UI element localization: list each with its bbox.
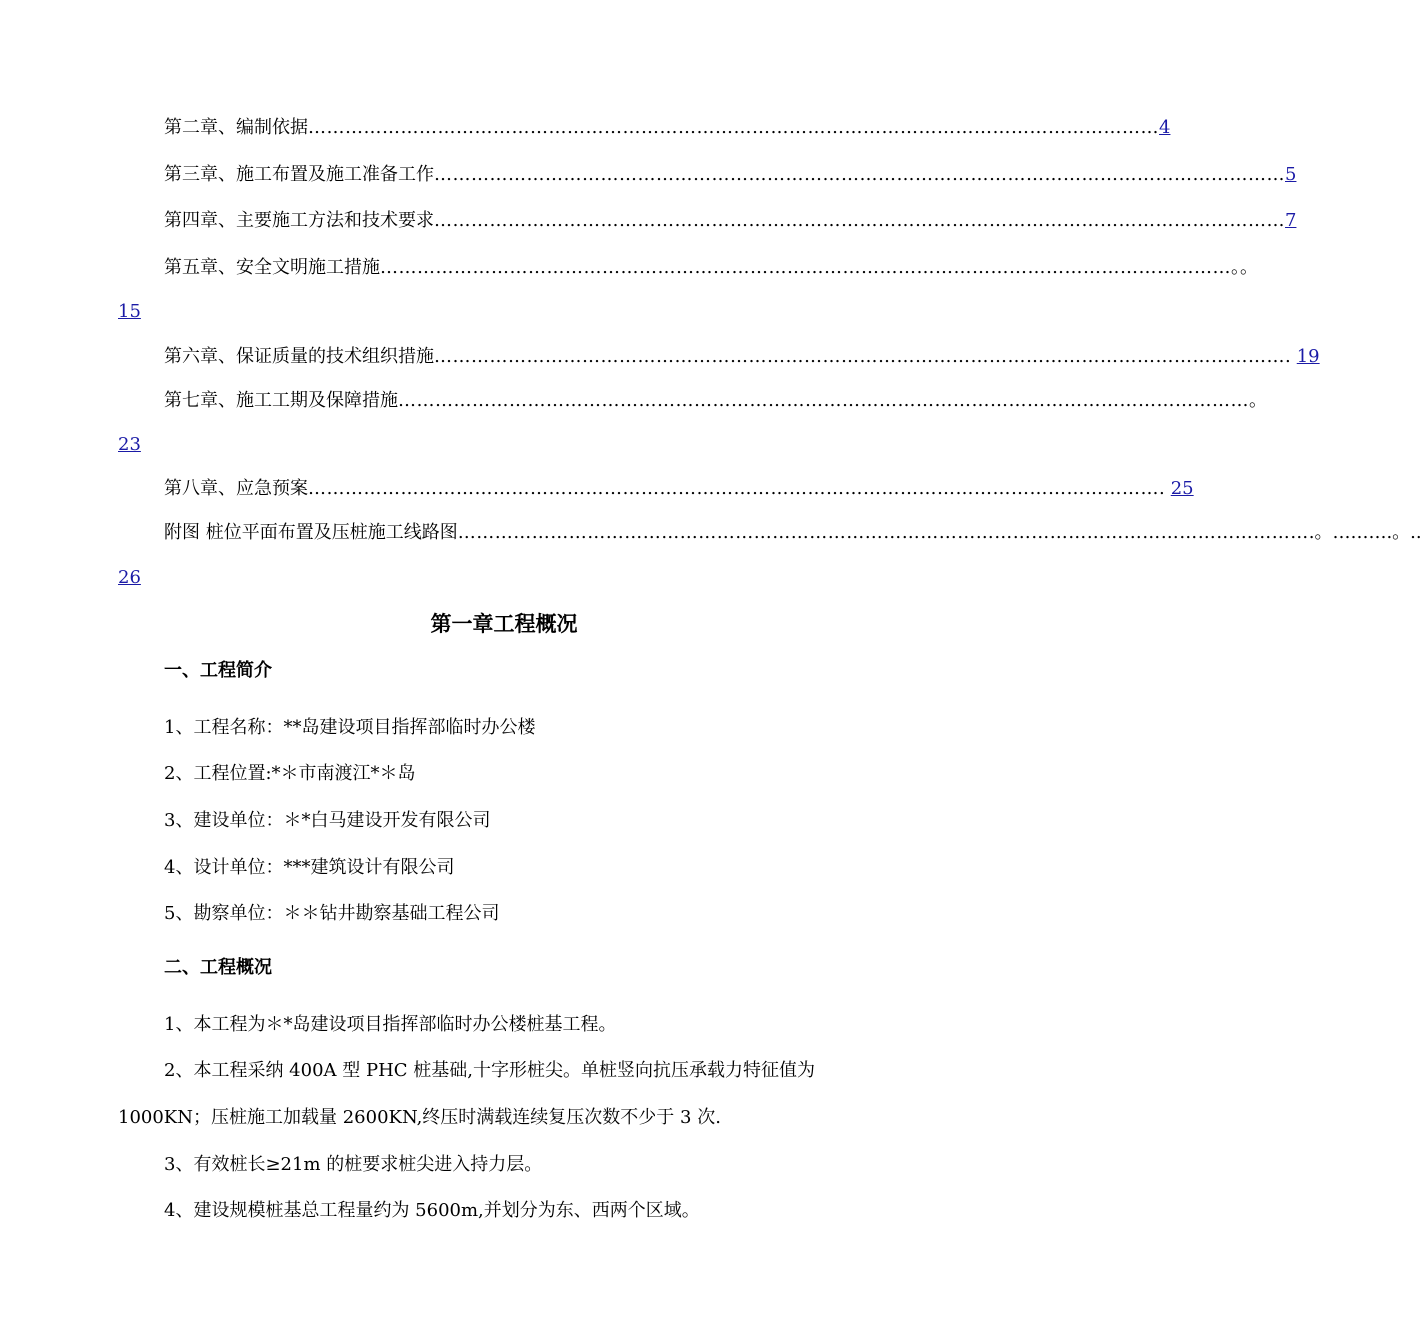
toc-title: 第四章、主要施工方法和技术要求 [164,210,434,231]
toc-entry [164,520,1422,546]
toc-entry[interactable] [164,115,1171,141]
toc-entry [164,255,1258,281]
toc-page-link[interactable]: 23 [118,434,141,455]
toc-page-link[interactable]: 25 [1170,478,1194,499]
toc-leader: ………………………………………………………………………………………………………………………… [380,257,1231,278]
toc-leader: ………………………………………………………………………………………………………………………… [434,164,1285,185]
toc-suffix: 。 [1249,390,1267,411]
toc-title: 第八章、应急预案 [164,478,308,499]
toc-title: 附图 桩位平面布置及压桩施工线路图 [164,522,458,543]
project-info-item: 4、设计单位：***建筑设计有限公司 [164,857,455,878]
section-heading: 二、工程概况 [164,957,272,978]
toc-entry[interactable] [164,208,1297,234]
toc-title: 第三章、施工布置及施工准备工作 [164,164,434,185]
toc-suffix: .。……….。.. [1308,522,1422,543]
toc-leader: ………………………………………………………………………………………………………………………… [434,346,1285,367]
paragraph: 2、本工程采纳 400A 型 PHC 桩基础,十字形桩尖。单桩竖向抗压承载力特征值为 [164,1060,815,1081]
project-info-item: 2、工程位置:*＊市南渡江*＊岛 [164,763,416,784]
toc-suffix: . [1159,478,1165,499]
toc-entry[interactable] [164,476,1194,502]
project-info-item: 5、勘察单位：＊＊钻井勘察基础工程公司 [164,903,500,924]
toc-title: 第六章、保证质量的技术组织措施 [164,346,434,367]
section-heading: 一、工程简介 [164,660,272,681]
toc-leader: ………………………………………………………………………………………………………………………… [434,210,1285,231]
paragraph-continuation: 1000KN；压桩施工加载量 2600KN,终压时满载连续复压次数不少于 3 次. [118,1107,721,1128]
paragraph: 3、有效桩长≥21m 的桩要求桩尖进入持力层。 [164,1154,543,1175]
paragraph: 4、建设规模桩基总工程量约为 5600m,并划分为东、西两个区域。 [164,1200,700,1221]
toc-leader: ………………………………………………………………………………………………………………………… [308,117,1159,138]
toc-leader: ………………………………………………………………………………………………………………………… [398,390,1249,411]
toc-title: 第二章、编制依据 [164,117,308,138]
toc-leader: ………………………………………………………………………………………………………………………… [457,522,1309,543]
toc-title: 第七章、施工工期及保障措施 [164,390,398,411]
toc-suffix: . [1285,346,1291,367]
toc-page-link[interactable]: 15 [118,301,141,322]
toc-entry [164,388,1267,414]
chapter-title: 第一章工程概况 [430,611,578,636]
paragraph: 1、本工程为＊*岛建设项目指挥部临时办公楼桩基工程。 [164,1014,617,1035]
toc-page-link[interactable]: 5 [1285,164,1297,185]
project-info-item: 1、工程名称：**岛建设项目指挥部临时办公楼 [164,717,536,738]
toc-entry[interactable] [164,162,1297,188]
toc-page-link[interactable]: 4 [1159,117,1171,138]
toc-suffix: 。。 [1231,257,1258,278]
toc-leader: ………………………………………………………………………………………………………………………… [308,478,1159,499]
project-info-item: 3、建设单位：＊*白马建设开发有限公司 [164,810,491,831]
toc-entry[interactable] [164,344,1320,370]
toc-page-link[interactable]: 7 [1285,210,1297,231]
toc-page-link[interactable]: 19 [1296,346,1320,367]
toc-page-link[interactable]: 26 [118,567,141,588]
toc-title: 第五章、安全文明施工措施 [164,257,380,278]
